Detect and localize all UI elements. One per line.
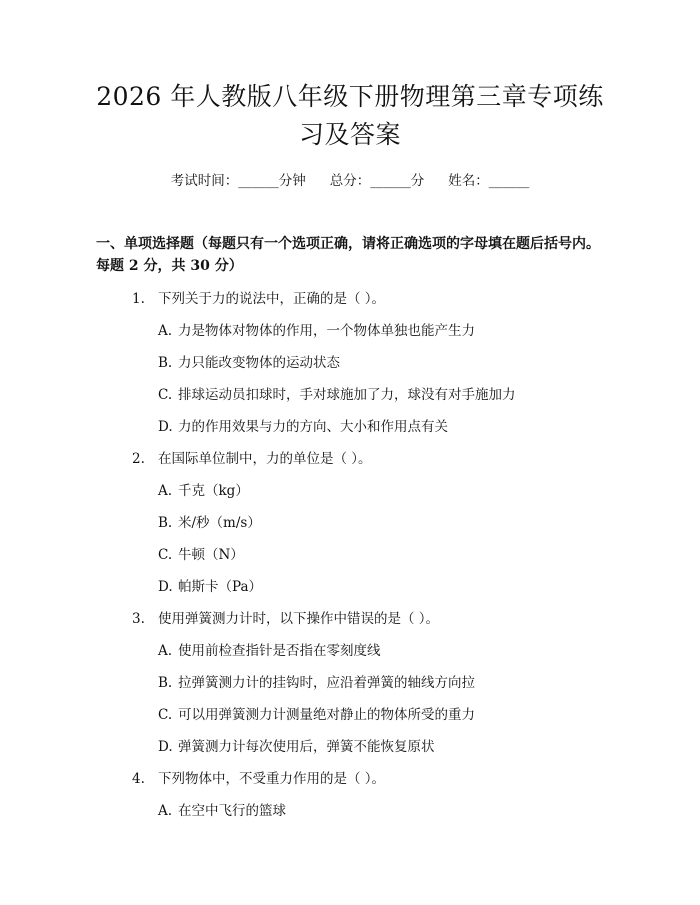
option-text: 米/秒（m/s）: [178, 515, 261, 531]
document-title: [96, 78, 604, 154]
option-label: A.: [158, 323, 173, 339]
question-text: 使用弹簧测力计时，以下操作中错误的是（ ）。: [158, 611, 440, 627]
option-d: [96, 737, 604, 757]
option-label: D.: [158, 419, 173, 435]
question-text: 下列物体中，不受重力作用的是（ ）。: [158, 771, 386, 787]
question-text: 下列关于力的说法中，正确的是（ ）。: [158, 291, 386, 307]
exam-time-field: 考试时间：______分钟: [170, 173, 306, 189]
title-line-2: 习及答案: [298, 120, 401, 149]
option-text: 力的作用效果与力的方向、大小和作用点有关: [178, 419, 448, 435]
question-3: [96, 609, 604, 757]
student-name-field: 姓名：______: [448, 173, 530, 189]
option-a: [96, 321, 604, 341]
option-c: [96, 545, 604, 565]
question-stem: [96, 289, 604, 309]
option-label: C.: [158, 547, 173, 563]
option-text: 力只能改变物体的运动状态: [178, 355, 340, 371]
option-text: 帕斯卡（Pa）: [178, 579, 263, 595]
total-score-field: 总分：______分: [329, 173, 425, 189]
question-number: 3.: [132, 611, 145, 627]
option-text: 在空中飞行的篮球: [178, 803, 286, 819]
option-text: 力是物体对物体的作用，一个物体单独也能产生力: [178, 323, 475, 339]
option-label: C.: [158, 387, 173, 403]
option-a: [96, 641, 604, 661]
question-4: [96, 769, 604, 821]
question-2: [96, 449, 604, 597]
option-text: 排球运动员扣球时，手对球施加了力，球没有对手施加力: [178, 387, 516, 403]
option-c: [96, 705, 604, 725]
option-b: [96, 673, 604, 693]
question-stem: [96, 769, 604, 789]
option-label: B.: [158, 355, 173, 371]
option-label: D.: [158, 739, 173, 755]
question-stem: [96, 609, 604, 629]
option-label: A.: [158, 803, 173, 819]
option-label: B.: [158, 515, 173, 531]
option-b: [96, 513, 604, 533]
question-number: 2.: [132, 451, 145, 467]
option-label: D.: [158, 579, 173, 595]
title-line-1: 2026 年人教版八年级下册物理第三章专项练: [96, 82, 604, 111]
option-text: 拉弹簧测力计的挂钩时，应沿着弹簧的轴线方向拉: [178, 675, 475, 691]
option-d: [96, 577, 604, 597]
question-1: [96, 289, 604, 437]
option-label: A.: [158, 483, 173, 499]
option-text: 可以用弹簧测力计测量绝对静止的物体所受的重力: [178, 707, 475, 723]
option-text: 弹簧测力计每次使用后，弹簧不能恢复原状: [178, 739, 435, 755]
option-text: 千克（kg）: [178, 483, 249, 499]
option-text: 牛顿（N）: [178, 547, 244, 563]
option-d: [96, 417, 604, 437]
option-a: [96, 801, 604, 821]
question-number: 1.: [132, 291, 145, 307]
option-text: 使用前检查指针是否指在零刻度线: [178, 643, 381, 659]
option-a: [96, 481, 604, 501]
option-b: [96, 353, 604, 373]
question-stem: [96, 449, 604, 469]
exam-meta: [96, 171, 604, 191]
option-c: [96, 385, 604, 405]
option-label: A.: [158, 643, 173, 659]
section-heading: 一、单项选择题（每题只有一个选项正确，请将正确选项的字母填在题后括号内。每题 2 分，共 30 分）: [96, 236, 600, 274]
option-label: B.: [158, 675, 173, 691]
question-number: 4.: [132, 771, 145, 787]
option-label: C.: [158, 707, 173, 723]
question-text: 在国际单位制中，力的单位是（ ）。: [158, 451, 372, 467]
